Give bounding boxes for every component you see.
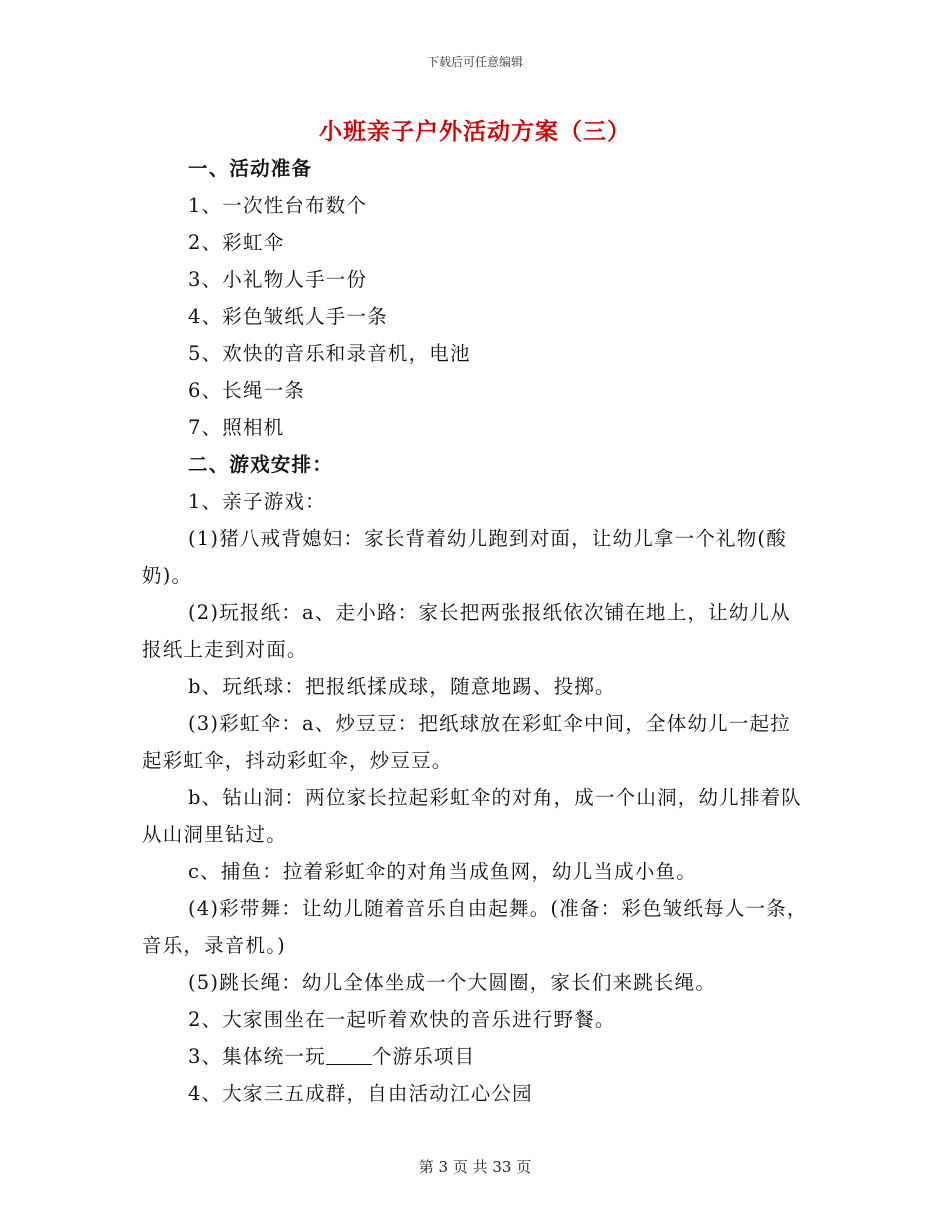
prep-item: 5、欢快的音乐和录音机，电池: [188, 342, 471, 365]
document-title: 小班亲子户外活动方案（三）: [319, 118, 631, 145]
game-paragraph: (1)猪八戒背媳妇：家长背着幼儿跑到对面，让幼儿拿一个礼物(酸奶)。: [142, 527, 787, 587]
prep-item: 3、小礼物人手一份: [188, 268, 368, 291]
document-body: [142, 150, 808, 1112]
page-number: 第 3 页 共 33 页: [418, 1158, 532, 1176]
prep-item: 6、长绳一条: [188, 379, 306, 402]
section-heading-preparation: 一、活动准备: [188, 157, 313, 180]
game-paragraph: c、捕鱼：拉着彩虹伞的对角当成鱼网，幼儿当成小鱼。: [188, 860, 697, 883]
schedule-item: 2、大家围坐在一起听着欢快的音乐进行野餐。: [188, 1008, 616, 1031]
schedule-item-text-after: 个游乐项目: [371, 1045, 476, 1068]
game-paragraph: (2)玩报纸：a、走小路：家长把两张报纸依次铺在地上，让幼儿从报纸上走到对面。: [142, 601, 791, 661]
prep-item: 2、彩虹伞: [188, 231, 285, 254]
game-paragraph: b、玩纸球：把报纸揉成球，随意地踢、投掷。: [188, 675, 616, 698]
schedule-item: [142, 1038, 808, 1075]
page-header-note: 下载后可任意编辑: [426, 55, 523, 69]
game-paragraph: (4)彩带舞：让幼儿随着音乐自由起舞。(准备：彩色皱纸每人一条，音乐，录音机。): [142, 897, 808, 957]
game-paragraph: b、钻山洞：两位家长拉起彩虹伞的对角，成一个山洞，幼儿排着队从山洞里钻过。: [142, 786, 802, 846]
games-subheading: 1、亲子游戏：: [188, 490, 326, 513]
game-paragraph: (3)彩虹伞：a、炒豆豆：把纸球放在彩虹伞中间，全体幼儿一起拉起彩虹伞，抖动彩虹伞，炒豆豆。: [142, 712, 791, 772]
game-paragraph: (5)跳长绳：幼儿全体坐成一个大圆圈，家长们来跳长绳。: [188, 971, 717, 994]
prep-item: 4、彩色皱纸人手一条: [188, 305, 388, 328]
schedule-item-text-before: 3、集体统一玩: [188, 1045, 326, 1068]
section-heading-games: 二、游戏安排：: [188, 453, 333, 476]
prep-item: 1、一次性台布数个: [188, 194, 368, 217]
prep-item: 7、照相机: [188, 416, 285, 439]
schedule-item: 4、大家三五成群，自由活动江心公园: [188, 1082, 533, 1105]
fill-blank: [326, 1045, 372, 1066]
